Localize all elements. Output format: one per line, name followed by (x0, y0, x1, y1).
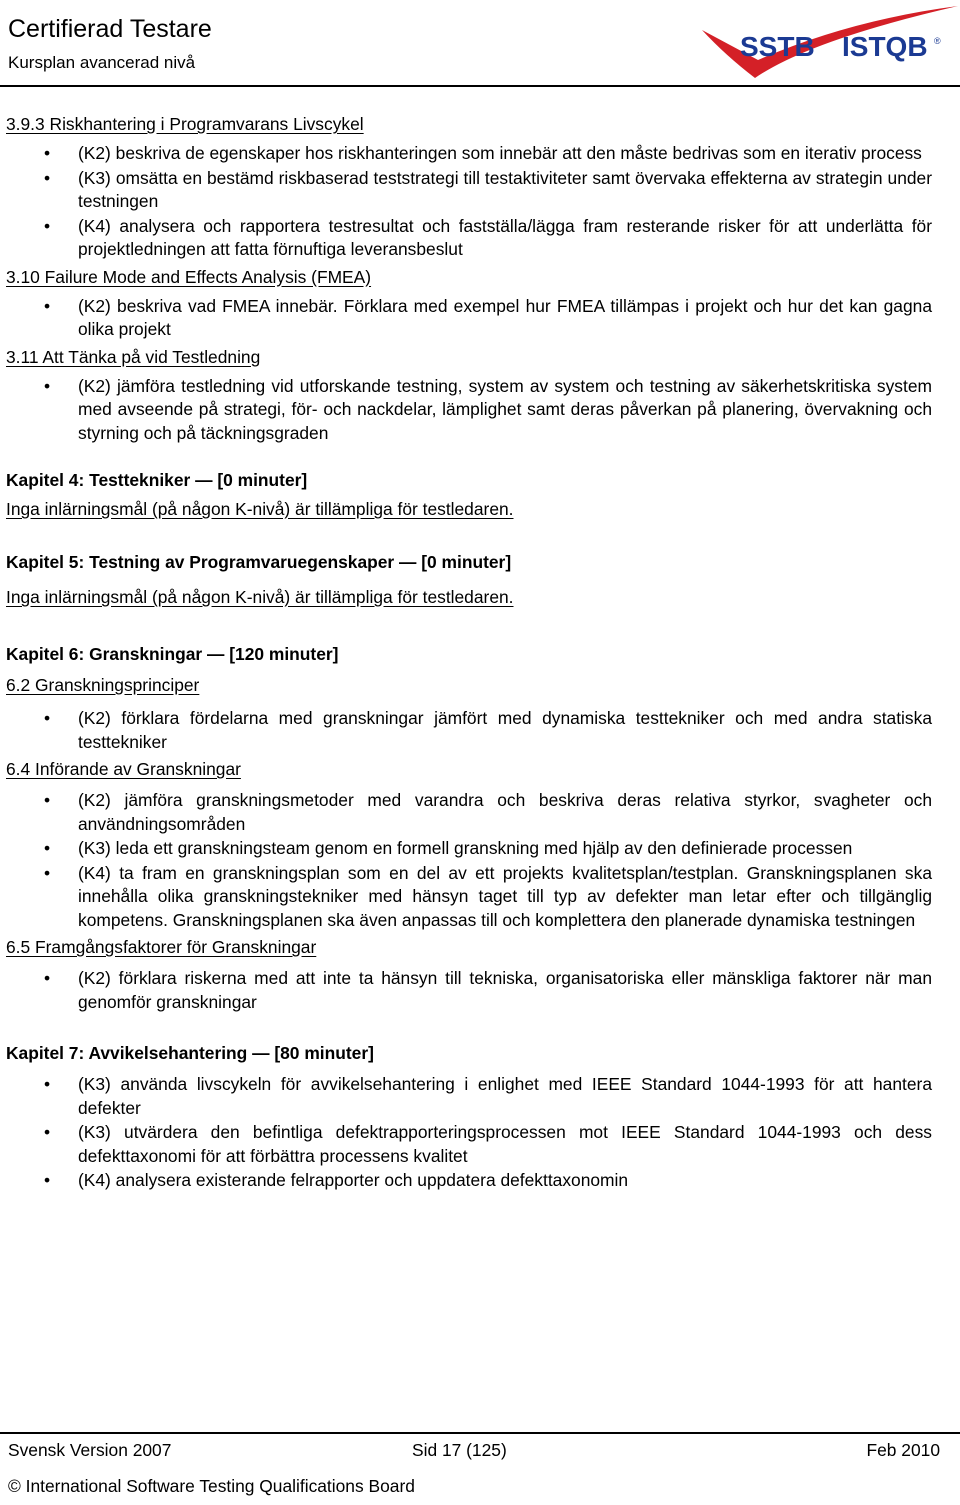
objective-list (6, 707, 932, 754)
bullet-icon: • (44, 838, 51, 858)
bullet-icon: • (44, 1122, 51, 1142)
bullet-icon: • (44, 375, 51, 396)
chapter-4-title: Kapitel 4: Testtekniker — [0 minuter] (6, 470, 308, 490)
bullet-icon: • (44, 215, 51, 236)
bullet-icon: • (44, 167, 51, 188)
footer-divider (0, 1432, 960, 1434)
list-item: • (K3) utvärdera den befintliga defektrapporteringsprocessen mot IEEE Standard 1044-1993 och dess defekttaxonomi för att förbättra processens kvalitet (44, 1122, 932, 1166)
header-divider (0, 85, 960, 87)
list-item: • (K2) jämföra granskningsmetoder med varandra och beskriva deras relativa styrkor, svagheter och användningsområden (44, 790, 932, 834)
footer-date: Feb 2010 (866, 1440, 940, 1460)
chapter-6-title: Kapitel 6: Granskningar — [120 minuter] (6, 644, 339, 664)
sstb-istqb-logo (700, 0, 960, 86)
list-item: • (K3) omsätta en bestämd riskbaserad teststrategi till testaktiviteter samt övervaka effekterna av strategin under testningen (44, 167, 932, 211)
bullet-icon: • (44, 862, 51, 883)
logo-text-istqb: ISTQB (842, 31, 928, 62)
bullet-icon: • (44, 790, 51, 810)
list-item: • (K2) förklara fördelarna med granskningar jämfört med dynamiska testtekniker och med andra statiska testtekniker (44, 708, 932, 752)
section-heading-3-11: 3.11 Att Tänka på vid Testledning (6, 346, 261, 367)
bullet-icon: • (44, 968, 51, 988)
chapter-5-note: Inga inlärningsmål (på någon K-nivå) är tillämpliga för testledaren. (6, 587, 514, 607)
objective-list (6, 142, 932, 262)
logo-text-sstb: SSTB (740, 31, 815, 62)
section-heading-3-10: 3.10 Failure Mode and Effects Analysis (FMEA) (6, 266, 372, 287)
list-item: • (K2) beskriva vad FMEA innebär. Förklara med exempel hur FMEA tillämpas i projekt och hur det kan gagna olika projekt (44, 295, 932, 339)
document-title: Certifierad Testare (8, 15, 212, 43)
list-item: • (K4) analysera och rapportera testresultat och fastställa/lägga fram resterande risker för att underlätta för projektledningen att fatta förnuftiga leveransbeslut (44, 215, 932, 259)
bullet-icon: • (44, 708, 51, 728)
section-heading-6-4: 6.4 Införande av Granskningar (6, 759, 241, 779)
page-header (0, 0, 960, 90)
footer-page-number: Sid 17 (125) (412, 1440, 507, 1460)
bullet-icon: • (44, 143, 51, 163)
page-footer (0, 1432, 960, 1505)
objective-list (6, 1073, 932, 1193)
section-heading-3-9-3: 3.9.3 Riskhantering i Programvarans Livscykel (6, 114, 364, 134)
objective-list (6, 967, 932, 1014)
objective-list (6, 375, 932, 446)
section-heading-6-2: 6.2 Granskningsprinciper (6, 675, 200, 695)
chapter-4-note: Inga inlärningsmål (på någon K-nivå) är tillämpliga för testledaren. (6, 499, 514, 519)
list-item: • (K3) använda livscykeln för avvikelsehantering i enlighet med IEEE Standard 1044-1993 för att hantera defekter (44, 1074, 932, 1118)
document-body (6, 105, 932, 1197)
list-item: • (K3) leda ett granskningsteam genom en formell granskning med hjälp av den definierade processen (6, 837, 932, 861)
list-item: • (K4) ta fram en granskningsplan som en del av ett projekts kvalitetsplan/testplan. Granskningsplanen ska innehålla olika granskningstekniker med hänsyn taget till typ av defekter man letar efter och tillgänglig kompetens. Granskningsplanen ska även anpassas till och komplettera den planerade dynamiska testningen (44, 862, 932, 930)
document-subtitle: Kursplan avancerad nivå (8, 53, 196, 72)
section-heading-6-5: 6.5 Framgångsfaktorer för Granskningar (6, 937, 317, 957)
bullet-icon: • (44, 295, 51, 316)
list-item: • (K4) analysera existerande felrapporter och uppdatera defekttaxonomin (6, 1169, 932, 1193)
footer-version: Svensk Version 2007 (8, 1440, 172, 1460)
chapter-7-title: Kapitel 7: Avvikelsehantering — [80 minuter] (6, 1043, 374, 1063)
list-item: • (K2) förklara riskerna med att inte ta hänsyn till tekniska, organisatoriska eller mänskliga faktorer när man genomför granskningar (44, 968, 932, 1012)
chapter-5-title: Kapitel 5: Testning av Programvaruegenskaper — [0 minuter] (6, 552, 512, 572)
bullet-icon: • (44, 1074, 51, 1094)
bullet-icon: • (44, 1170, 51, 1190)
list-item: • (K2) jämföra testledning vid utforskande testning, system av system och testning av säkerhetskritiska system med avseende på strategi, för- och nackdelar, lämplighet samt deras påverkan på planering, övervakning och styrning och på täckningsgraden (44, 375, 932, 443)
objective-list (6, 295, 932, 342)
list-item: • (K2) beskriva de egenskaper hos riskhanteringen som innebär att den måste bedrivas som en iterativ process (6, 142, 932, 166)
logo-registered-mark: ® (934, 36, 941, 46)
objective-list (6, 789, 932, 932)
footer-copyright: © International Software Testing Qualifications Board (8, 1476, 415, 1496)
